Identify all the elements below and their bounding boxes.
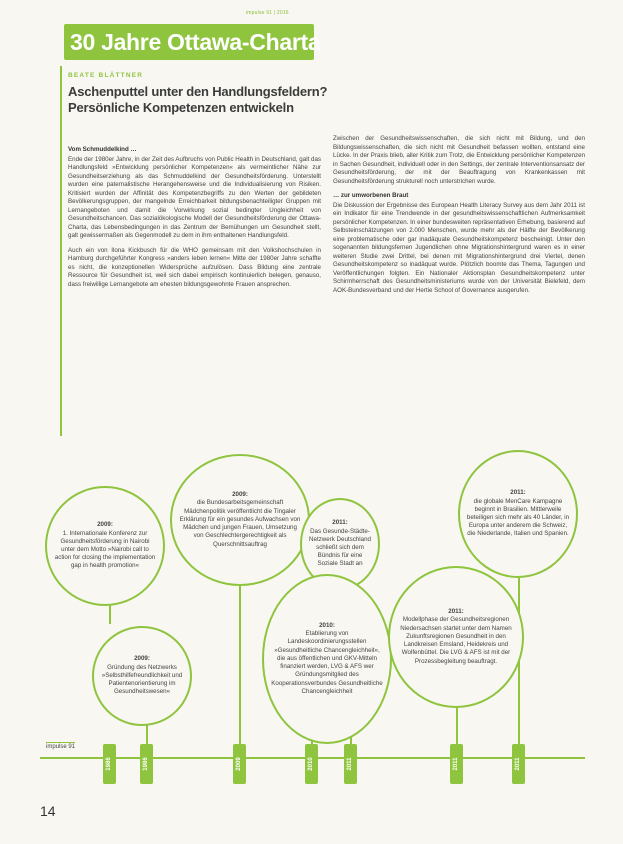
- timeline-tick: 2011: [450, 744, 463, 784]
- right-column: [333, 135, 585, 301]
- left-accent-rule: [60, 66, 62, 436]
- banner-title: 30 Jahre Ottawa-Charta: [70, 29, 321, 55]
- timeline-tick: 2011: [344, 744, 357, 784]
- left-subheading-1: Vom Schmuddelkind …: [68, 146, 137, 153]
- event-year: 2011:: [510, 489, 526, 497]
- author-kicker: BEATE BLÄTTNER: [68, 72, 144, 79]
- right-subheading-2: … zur umworbenen Braut: [333, 192, 409, 199]
- timeline-connector: [456, 708, 458, 746]
- right-paragraph-2: Die Diskussion der Ergebnisse des European Health Literacy Survey aus dem Jahr 2011 ist ein Indikator für eine Trendwende in der gesundheitswissenschaftlichen Aufmerksamkeit persönlicher Kompetenzen. In einer bundesweiten repräsentativen Erhebung, basierend auf Selbsteinschätzungen von 2.000 Menschen, wurde mehr als der Hälfte der Bevölkerung eine problematische oder gar inadäquate Gesundheitskompetenz bescheinigt. Unter den sogenannten bildungsfernen Jugendlichen ohne Migrationshintergrund waren es in einer weiteren Studie zwei Drittel, bei denen mit Migrationshintergrund drei Viertel, denen Gesundheitskompetenz so inadäquat wurde. Plötzlich boomte das Thema, Tagungen und Veröffentlichungen folgten. Ein Nationaler Aktionsplan Gesundheitskompetenz unter Schirmherrschaft des Gesundheitsministeriums wurde von der Universität Bielefeld, dem AOK-Bundesverband und der Hertie School of Governance ausgerufen.: [333, 201, 585, 294]
- left-column: [68, 146, 321, 295]
- event-year: 2009:: [97, 521, 113, 529]
- event-year: 2009:: [134, 655, 150, 663]
- timeline-tick: 1986: [103, 744, 116, 784]
- event-text: die globale MenCare Kampagne beginnt in Brasilien. Mittlerweile beteiligen sich mehr als 40 Länder, in Europa unter anderem die Schweiz, die Niederlande, Italien und Spanien.: [466, 497, 570, 538]
- event-text: Etablierung von Landeskoordinierungsstellen »Gesundheitliche Chancengleichheit«, die aus öffentlichen und GKV-Mitteln finanziert werden, LVG & AFS wer Gründungsmitglied des Kooperationsverbundes Gesundheitliche Chancengleichheit: [271, 630, 383, 695]
- event-text: Modellphase der Gesundheitsregionen Niedersachsen startet unter dem Namen Zukunftsregionen Gesundheit in den Landkreisen Emsland, Heidekreis und Wolfenbüttel. Die LVG & AFS ist mit der Prozessbegleitung beauftragt.: [400, 616, 512, 665]
- timeline-event-bubble: [45, 486, 165, 606]
- left-paragraph-2: Auch ein von Ilona Kickbusch für die WHO gemeinsam mit den Volkshochschulen in Hamburg durchgeführter Kongress »anders leben lernen« Mitte der 1980er Jahre schaffte es nicht, die konzeptionellen Widersprüche aufzulösen. Dass Bildung eine zentrale Ressource für Gesundheit ist, weil sich dabei empirisch kontinuierlich belegen, genauso, dass freiwillige Lernangebote am ehesten bildungsgewohnte Frauen ansprechen.: [68, 246, 321, 288]
- timeline-footer-label: impulse 91: [46, 744, 76, 750]
- timeline-connector: [146, 724, 148, 746]
- running-head: impulse 91 | 2016: [246, 10, 289, 16]
- event-year: 2009:: [232, 491, 248, 499]
- event-text: Das Gesunde-Städte-Netzwerk Deutschland schließt sich dem Bündnis für eine Soziale Stadt an: [309, 527, 371, 568]
- timeline-event-bubble: [458, 450, 578, 578]
- article-headline: Aschenputtel unter den Handlungsfeldern? Persönliche Kompetenzen entwickeln: [68, 84, 328, 115]
- timeline-tick: 2010: [305, 744, 318, 784]
- timeline-event-bubble: [92, 626, 192, 726]
- right-paragraph-1: Zwischen der Gesundheitswissenschaften, die sich nicht mit Bildung, und den Bildungswissenschaften, die sich nicht mit Gesundheit befassen wollten, entstand eine Lücke. In der Praxis blieb, aller Kritik zum Trotz, die Entwicklung persönlicher Kompetenzen in Sachen Gesundheit, individuell oder in den Settings, der zentrale Interventionsansatz der Gesundheitsförderung, der mit der Beauftragung von Krankenkassen mit Gesundheitsförderung strukturell noch unterstrichen wurde.: [333, 135, 585, 185]
- page-number: 14: [40, 803, 56, 819]
- event-year: 2011:: [448, 608, 464, 616]
- event-year: 2010:: [319, 622, 335, 630]
- timeline-tick: 2009: [233, 744, 246, 784]
- event-year: 2011:: [332, 519, 348, 527]
- event-text: Gründung des Netzwerks »Selbsthilfefreundlichkeit und Patientenorientierung im Gesundheitswesen«: [101, 663, 183, 696]
- timeline-tick: 1986: [140, 744, 153, 784]
- timeline-event-bubble: [262, 574, 392, 744]
- event-text: 1. Internationale Konferenz zur Gesundheitsförderung in Nairobi unter dem Motto »Nairobi call to action for closing the implementation gap in health promotion«: [54, 529, 156, 570]
- timeline-event-bubble: [170, 454, 310, 586]
- event-text: die Bundesarbeitsgemeinschaft Mädchenpolitik veröffentlicht die Tingaler Erklärung für ein gesundes Aufwachsen von Mädchen und jungen Frauen, Umsetzung von Geschlechtergerechtigkeit als Querschnittsauftrag: [179, 499, 301, 548]
- left-paragraph-1: Ende der 1980er Jahre, in der Zeit des Aufbruchs von Public Health in Deutschland, galt das Handlungsfeld »Entwicklung persönlicher Kompetenzen« als vermeintlicher Nähe zur Gesundheitserziehung als das Schmuddelkind der Gesundheitsförderung. Unterstellt wurden eine paternalistische Herangehensweise und die Individualisierung von Risiken. Kritisiert wurden der Affinität des Kompetenzbegriffs zu den Werten der gebildeten Bevölkerungsgruppen, der mangelnde Erreichbarkeit bildungsbenachteiligter Gruppen mit Lernangeboten und damit die Vorwirkung sozial bedingter Ungleichheit von Gesundheitschancen. Das sozialökologische Modell der Gesundheitsförderung der Ottawa-Charta, das Lebensbedingungen in das Zentrum der Bemühungen um Gesundheit stellt, galt gewissermaßen als Gegenmodell zu dem in ihm enthaltenen Handlungsfeld.: [68, 155, 321, 239]
- timeline-event-bubble: [388, 566, 524, 708]
- timeline-connector: [239, 580, 241, 746]
- timeline-tick: 2011: [512, 744, 525, 784]
